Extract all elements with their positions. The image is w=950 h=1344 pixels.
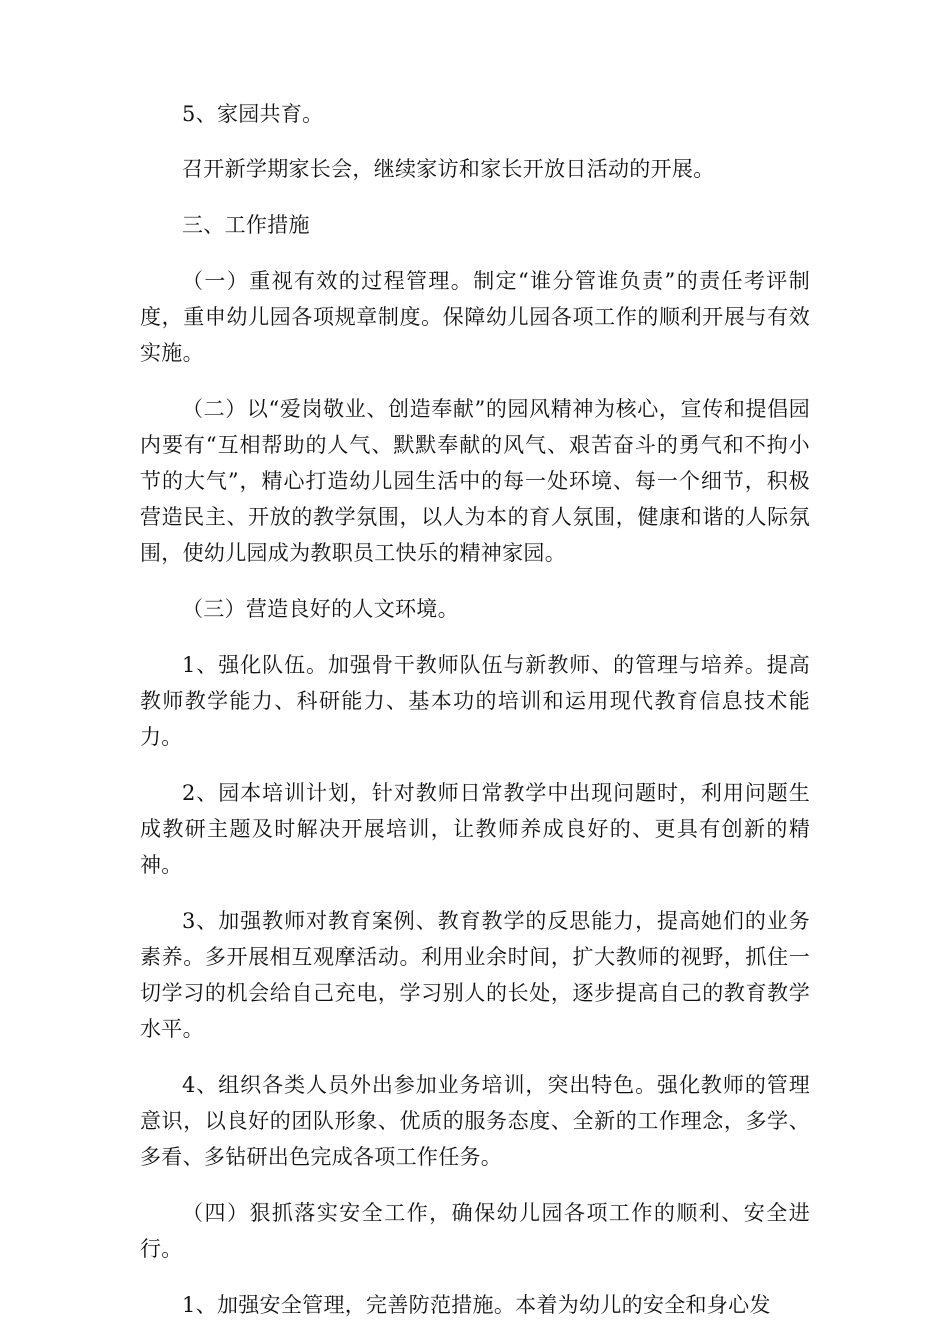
paragraph-parent-meeting: 召开新学期家长会，继续家访和家长开放日活动的开展。 <box>182 157 715 181</box>
document-page <box>140 96 810 1343</box>
paragraph-strengthen-team: 1、强化队伍。加强骨干教师队伍与新教师、的管理与培养。提高教师教学能力、科研能力、基本功的培训和运用现代教育信息技术能力。 <box>140 653 810 749</box>
paragraph-home-school: 5、家园共育。 <box>182 102 324 126</box>
paragraph-training-plan: 2、园本培训计划，针对教师日常教学中出现问题时，利用问题生成教研主题及时解决开展培训，让教师养成良好的、更具有创新的精神。 <box>140 781 810 877</box>
paragraph-garden-spirit: （二）以“爱岗敬业、创造奉献”的园风精神为核心，宣传和提倡园内要有“互相帮助的人气、默默奉献的风气、艰苦奋斗的勇气和不拘小节的大气”，精心打造幼儿园生活中的每一处环境、每一个细节，积极营造民主、开放的教学氛围，以人为本的育人氛围，健康和谐的人际氛围，使幼儿园成为教职员工快乐的精神家园。 <box>140 397 810 565</box>
paragraph-safety-work: （四）狠抓落实安全工作，确保幼儿园各项工作的顺利、安全进行。 <box>140 1201 810 1261</box>
paragraph-process-management: （一）重视有效的过程管理。制定“谁分管谁负责”的责任考评制度，重申幼儿园各项规章制度。保障幼儿园各项工作的顺利开展与有效实施。 <box>140 269 810 365</box>
section-heading-measures: 三、工作措施 <box>182 213 310 237</box>
paragraph-safety-management: 1、加强安全管理，完善防范措施。本着为幼儿的安全和身心发 <box>182 1293 771 1317</box>
paragraph-reflection-ability: 3、加强教师对教育案例、教育教学的反思能力，提高她们的业务素养。多开展相互观摩活动。利用业余时间，扩大教师的视野，抓住一切学习的机会给自己充电，学习别人的长处，逐步提高自己的教育教学水平。 <box>140 909 810 1041</box>
paragraph-external-training: 4、组织各类人员外出参加业务培训，突出特色。强化教师的管理意识，以良好的团队形象、优质的服务态度、全新的工作理念，多学、多看、多钻研出色完成各项工作任务。 <box>140 1073 810 1169</box>
paragraph-humanistic-environment: （三）营造良好的人文环境。 <box>182 597 459 621</box>
